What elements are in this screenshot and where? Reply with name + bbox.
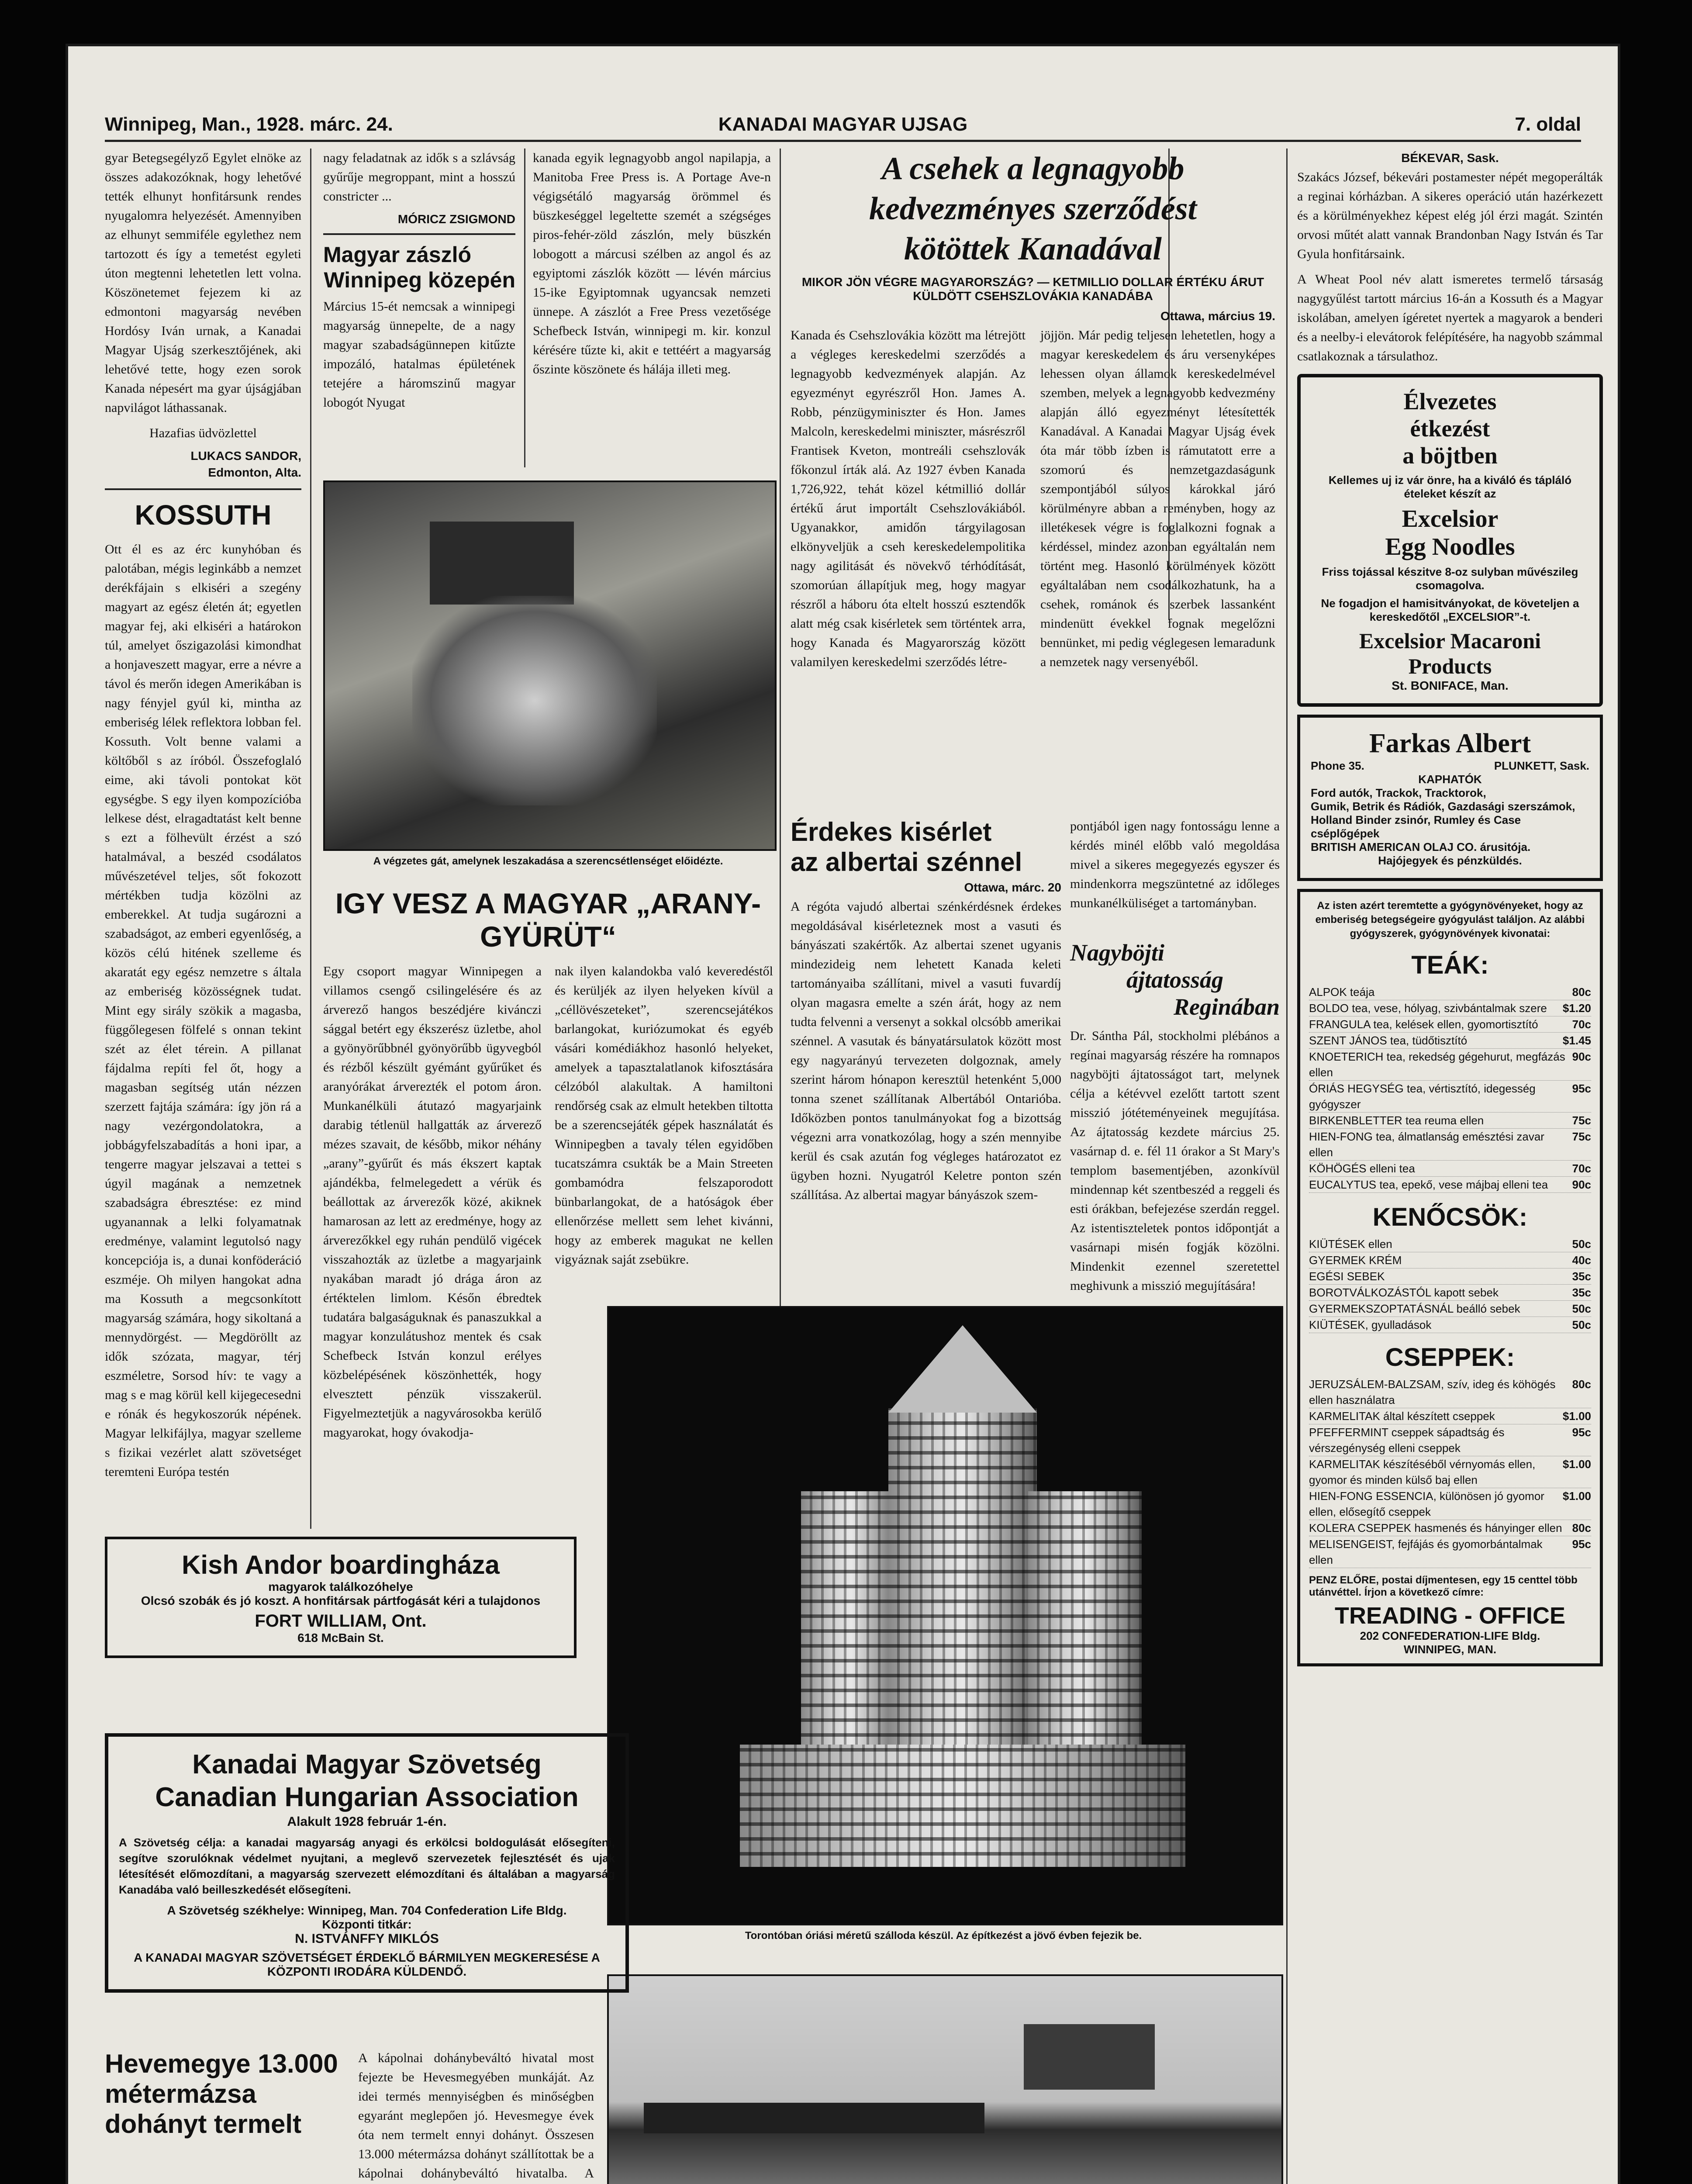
dam-photo <box>323 480 777 851</box>
excelsior-subtitle: Kellemes uj iz vár önre, ha a kiváló és tápláló ételeket készít az <box>1328 473 1572 500</box>
kiserlet-headline-2: az albertai szénnel <box>791 847 1022 877</box>
cseppek-item <box>1309 1424 1591 1456</box>
cseppek-item-name: KARMELITAK készítéséből vérnyomás ellen, gyomor és minden külső baj ellen <box>1309 1458 1536 1486</box>
excelsior-title-2: étkezést <box>1410 415 1490 442</box>
kiserlet-continued <box>1070 817 1280 922</box>
excelsior-title-1: Élvezetes <box>1403 388 1497 415</box>
excelsior-company-1: Excelsior Macaroni <box>1359 629 1541 653</box>
office-city: WINNIPEG, MAN. <box>1403 1643 1497 1656</box>
teak-item-name: SZENT JÁNOS tea, tüdőtisztító <box>1309 1034 1468 1047</box>
teak-item-name: BOLDO tea, vese, hólyag, szivbántalmak szere <box>1309 1002 1547 1015</box>
cseppek-item-name: PFEFFERMINT cseppek sápadtság és vérszegénység elleni cseppek <box>1309 1426 1505 1455</box>
kish-ad-description: Olcsó szobák és jó koszt. A honfitársak pártfogását kéri a tulajdonos <box>141 1594 541 1607</box>
cseppek-item-price: 80c <box>1572 1378 1591 1391</box>
csehek-text-column-b: jöjjön. Már pedig teljesen lehetetlen, hogy a magyar kereskedelem és áru versenyképes lehessen olyan államok kereskedelmével szemben, melyek a legnagyobb kedvezmény alapján álló egyezményt létesítették Kanadával. A Kanadai Magyar Ujság évek óta már több ízben is rámutatott erre a szomorú és nemzetgazdaságunk szempontjából súlyos károkkal járó körülményre abban a reményben, hogy az illetékesek végre is foglalkozni fognak a kérdéssel, mindez azonban egyáltalán nem történt meg. Hasonló körülmények között egyáltalában nem csodálkozhatunk, ha a csehek, románok és szerbek lassanként mindenütt évekkel fognak megelőzni bennünket, mi pedig véglegesen lemaradunk a nemzetek nagy versenyéből. <box>1040 328 1275 669</box>
teak-item-name: HIEN-FONG tea, álmatlanság emésztési zavar ellen <box>1309 1130 1544 1159</box>
teak-item-price: 95c <box>1572 1082 1591 1095</box>
association-secretary: N. ISTVÁNFFY MIKLÓS <box>295 1932 439 1946</box>
right-column <box>1297 149 1603 2184</box>
teak-item <box>1309 984 1591 1000</box>
arany-headline-2: GYÜRÜT“ <box>480 920 616 953</box>
thanks-greeting: Hazafias üdvözlettel <box>149 426 257 440</box>
dohany-article <box>105 2049 594 2184</box>
bekevar-heading: BÉKEVAR, Sask. <box>1401 151 1499 165</box>
moricz-article-end: nagy feladatnak az idők s a szlávság gyűrűje megroppant, mint a hosszú constricter ... <box>323 151 515 204</box>
order-note: PENZ ELŐRE, postai díjmentesen, egy 15 centtel több utánvéttel. Írjon a következő címre: <box>1309 1574 1578 1598</box>
teak-item <box>1309 1129 1591 1161</box>
dohany-headline-2: métermázsa <box>105 2079 256 2108</box>
hotel-photo-block <box>607 1306 1280 1957</box>
kenocsok-item <box>1309 1236 1591 1252</box>
excelsior-brand-2: Egg Noodles <box>1385 533 1515 560</box>
teak-item <box>1309 1049 1591 1081</box>
teak-item-name: BIRKENBLETTER tea reuma ellen <box>1309 1114 1484 1127</box>
teak-item <box>1309 1081 1591 1113</box>
harbor-shoreline-image <box>644 2103 984 2133</box>
teak-item-name: ÓRIÁS HEGYSÉG tea, vértisztító, idegesség gyógyszer <box>1309 1082 1536 1111</box>
thanks-signature: LUKACS SANDOR, <box>190 449 301 463</box>
excelsior-brand-1: Excelsior <box>1402 505 1499 532</box>
office-title: TREADING - OFFICE <box>1335 1603 1565 1629</box>
kenocsok-item-name: KIÜTÉSEK, gyulladások <box>1309 1318 1432 1331</box>
cseppek-item-name: MELISENGEIST, fejfájás és gyomorbántalmak ellen <box>1309 1538 1543 1566</box>
farkas-city: PLUNKETT, Sask. <box>1494 759 1589 772</box>
teak-item-name: EUCALYTUS tea, epekő, vese májbaj elleni tea <box>1309 1178 1548 1191</box>
kenocsok-item <box>1309 1268 1591 1285</box>
teak-item-price: 75c <box>1572 1114 1591 1127</box>
cseppek-item-price: 80c <box>1572 1521 1591 1534</box>
column-rule <box>310 149 311 1529</box>
harbor-photo <box>607 1974 1283 2184</box>
masthead-page-number: 7. oldal <box>1515 114 1581 135</box>
masthead-date: Winnipeg, Man., 1928. márc. 24. <box>105 114 393 135</box>
hotel-roof-image <box>888 1325 1037 1413</box>
dohany-article-text: A kápolnai dohánybeváltó hivatal most fejezte be Hevesmegyében munkáját. Az idei termés mennyiségben és minőségben egyaránt meglepően jó. Hevesmegye évek óta nem termelt ennyi dohányt. Összesen 13.000 métermázsa dohányt szállítottak be a kápolnai dohánybeváltó hivatalba. A <box>358 2051 594 2181</box>
kenocsok-item-name: KIÜTÉSEK ellen <box>1309 1237 1392 1251</box>
kenocsok-item-name: EGÉSI SEBEK <box>1309 1270 1385 1283</box>
teak-item <box>1309 1113 1591 1129</box>
kiserlet-dateline: Ottawa, márc. 20 <box>964 881 1061 894</box>
teak-item-name: KNOETERICH tea, rekedség gégehurut, megfázás ellen <box>1309 1050 1565 1079</box>
csehek-headline-3: kötöttek Kanadával <box>904 231 1162 267</box>
harbor-photo-block <box>607 1974 1280 2184</box>
csehek-headline-1: A csehek a legnagyobb <box>881 151 1184 187</box>
dam-photo-caption: A végzetes gát, amelynek leszakadása a szerencsétlenséget előidézte. <box>373 855 723 867</box>
kenocsok-item-price: 40c <box>1572 1254 1591 1267</box>
column-rule <box>1286 149 1288 2184</box>
kiserlet-headline-1: Érdekes kisérlet <box>791 817 992 847</box>
association-ad <box>105 1733 629 1993</box>
teak-item <box>1309 1016 1591 1033</box>
csehek-headline-2: kedvezményes szerződést <box>869 191 1197 227</box>
teak-item-price: $1.45 <box>1562 1034 1591 1047</box>
csehek-dateline: Ottawa, március 19. <box>1160 309 1275 323</box>
dohany-headline-3: dohányt termelt <box>105 2109 302 2139</box>
excelsior-warning: Ne fogadjon el hamisitványokat, de követeljen a kereskedőtől „EXCELSIOR”-t. <box>1321 597 1579 623</box>
teak-item-name: ALPOK teája <box>1309 985 1375 999</box>
column-1 <box>105 149 301 1533</box>
kenocsok-list <box>1309 1236 1591 1333</box>
association-seat: A Szövetség székhelye: Winnipeg, Man. 704 Confederation Life Bldg. <box>167 1904 567 1917</box>
kossuth-article-text: Ott él es az érc kunyhóban és palotában, mégis leginkább a nemzet derékfájain s elkiséri a szegény magyart az egész életén át; egyetlen magyar fej, aki elkiséri a határokon túl, amelyet őszigazolási kimondhat a honjaveszett magyar, erre a névre a távol és merőn idegen Amerikában is nagy fényjel gyúl ki, mintha az emberiség lélek reflektora lobban fel. Kossuth. Volt benne valami a költőből s az íróból. Összefoglaló eime, aki távoli pontokat köt egységbe. S egy ilyen kompozícióba lelkese dést, elragadtatást kelt benne s ezt a fölhevült érzést a szó hatalmával, a beszéd csodálatos művészetével teljes, sőt fokozott mértékben tudja közölni az emberekkel. At tudja sugározni a szabadságot, az emberi egyenlőség, a közös célú hitének szelleme és akaratát egy egész nemzetre s általa az emberiség közösségnek tudat. Mint egy sirály szökik a magasba, függőlegesen fölfelé s onnan tekint szét az élet térein. A pillanat fájdalma repíti fel őt, hogy a magasban segítség után nézzen szerzett fajtája számára: így jön rá a nagy vezérgondolatokra, a jobbágyfelszabadítás a honi ipar, a tengerre magyar jelszavai a tettei s úgyil magának a nemzetnek szabadságra ébresztése: ez mind ugyanannak a lelki folyamatnak eredménye, valamint legutolsó nagy koncepciója is, a dunai konföderáció eszméje. Oh milyen hangokat adna ma Kossuth a megcsonkított magyarság számára, hogy sikoltaná a mennydörgést. — Megdöröllt az idők szózata, magyar, térj eszméletre, Sorsod hív: te vagy a mag s e mag körül kell kijegecesedni e rónák és hegykoszorúk népének. Magyar lelkifájlya, magyar szelleme s fizikai vezérlet alatt szövetséget teremteni Európa testén <box>105 542 301 1479</box>
farkas-line-4: Hajójegyek és pénzküldés. <box>1378 854 1522 867</box>
farkas-line-3: BRITISH AMERICAN OLAJ CO. árusitója. <box>1311 840 1531 854</box>
farkas-phone: Phone 35. <box>1311 759 1364 772</box>
association-goal: A Szövetség célja: a kanadai magyarság anyagi és erkölcsi boldogulását elősegíteni, segítve szorulóknak védelmet nyujtani, a meglevő szervezetek fejlesztését és ujak létesítését előmozdítani, a magyarság szervezett elémozdítani és általában a magyarság Kanadába való beilleszkedését elősegíteni. <box>119 1836 615 1896</box>
kenocsok-item <box>1309 1301 1591 1317</box>
farkas-line-2: Gumik, Betrik és Rádiók, Gazdasági szerszámok, Holland Binder zsinór, Rumley és Case cséplőgépek <box>1311 800 1575 840</box>
hotel-photo-caption: Torontóban óriási méretű szálloda készül. Az építkezést a jövő évben fejezik be. <box>745 1930 1142 1942</box>
teak-item <box>1309 1000 1591 1016</box>
dam-structure-image <box>430 522 574 605</box>
teak-item-price: 90c <box>1572 1178 1591 1191</box>
association-note: A KANADAI MAGYAR SZÖVETSÉGET ÉRDEKLŐ BÁRMILYEN MEGKERESÉSE A KÖZPONTI IRODÁRA KÜLDENDŐ. <box>134 1951 600 1978</box>
kiserlet-article <box>791 817 1061 1332</box>
cseppek-item <box>1309 1408 1591 1424</box>
cseppek-item-price: 95c <box>1572 1426 1591 1439</box>
rushing-water-image <box>412 596 657 805</box>
kenocsok-item-price: 50c <box>1572 1237 1591 1251</box>
teak-item-name: FRANGULA tea, kelések ellen, gyomortisztító <box>1309 1018 1538 1031</box>
association-secretary-label: Központi titkár: <box>322 1918 412 1931</box>
zaszlo-article-text: Március 15-ét nemcsak a winnipegi magyarság ünnepelte, de a nagy magyar szabadságünnepen kitűzte impozáló, hatalmas épületének tetejére a háromszinű magyar lobogót Nyugat <box>323 299 515 410</box>
cseppek-item-price: $1.00 <box>1562 1489 1591 1503</box>
kenocsok-item-name: BOROTVÁLKOZÁSTÓL kapott sebek <box>1309 1286 1499 1299</box>
teak-item-price: 80c <box>1572 985 1591 999</box>
column-2-top <box>323 149 515 463</box>
nagyboijti-headline-3: Reginában <box>1173 994 1280 1020</box>
kossuth-headline: KOSSUTH <box>135 499 272 531</box>
farkas-kaphatok: KAPHATÓK <box>1418 773 1482 786</box>
cseppek-item-price: $1.00 <box>1562 1458 1591 1471</box>
cseppek-item <box>1309 1456 1591 1488</box>
kenocsok-item-price: 35c <box>1572 1286 1591 1299</box>
wheat-pool-text: A Wheat Pool név alatt ismeretes termelő társaság nagygyűlést tartott március 16-án a Kossuth és a Magyar iskolában, amelyen ígéretet nyertek a magyarok a benderi és a neelby-i elevátorok felépítésére, ha nagyobb számmal csatlakoznak a társulathoz. <box>1297 272 1603 363</box>
kenocsok-heading: KENŐCSÖK: <box>1372 1203 1528 1231</box>
zaszlo-article-continued: kanada egyik legnagyobb angol napilapja, a Manitoba Free Press is. A Portage Ave-n végigsétáló magyarság örömmel és büszkeséggel legeltette szemét a szégséges piros-fehér-zöld zászlón, mely büszkén lobogott a márcusi szélben az angol és az egyiptomi zászlók között — lévén március 15-ike Egyiptomnak ugyancsak nemzeti ünnepe. A zászlót a Free Press vezetősége Schefbeck István, winnipegi m. kir. konzul kérésére tűzte ki, akit e tettéért a magyarság őszinte köszönete és hálája illeti meg. <box>533 151 771 377</box>
kish-ad-title: Kish Andor boardingháza <box>182 1550 500 1579</box>
kenocsok-item <box>1309 1252 1591 1268</box>
nagyboijti-article-text: Dr. Sántha Pál, stockholmi plébános a regínai magyarság részére ha romnapos nagyböjti ájtatosságot tart, melynek célja a kétévvel ezelőtt tartott szent misszió jótéteményeinek megujítása. Az ájtatosság kezdete március 25. vasárnap d. e. fél 11 órakor a St Mary's templom basementjében, azonkívül mindennap két szentbeszéd a reggeli és esti órákban, befejezése szerdán reggel. Az istentiszteletek pontos időpontját a vasárnapi misén fogják közölni. Mindenkit ezennel szeretettel meghivunk a misszió megujítására! <box>1070 1029 1280 1293</box>
farkas-line-1: Ford autók, Trackok, Tracktorok, <box>1311 786 1486 799</box>
kiserlet-article-text-continued: pontjából igen nagy fontosságu lenne a kérdés minél előbb való megoldása mivel a sikeres megegyezés egyszer és mindenkorra megszüntetné az időleges munkanélküliséget a tartományban. <box>1070 819 1280 910</box>
teak-item <box>1309 1177 1591 1193</box>
excelsior-company-2: Products <box>1408 654 1492 678</box>
hotel-base-image <box>740 1745 1185 1867</box>
thanks-signature-place: Edmonton, Alta. <box>208 466 301 479</box>
masthead <box>105 109 1581 142</box>
kenocsok-item-name: GYERMEKSZOPTATÁSNÁL beálló sebek <box>1309 1302 1520 1315</box>
cseppek-item <box>1309 1488 1591 1520</box>
cseppek-item <box>1309 1376 1591 1408</box>
nagyboijti-headline-2: ájtatosság <box>1126 967 1224 993</box>
teak-item-price: 70c <box>1572 1018 1591 1031</box>
newspaper-page <box>66 44 1620 2184</box>
teak-item <box>1309 1033 1591 1049</box>
masthead-paper-name: KANADAI MAGYAR UJSAG <box>718 114 968 135</box>
excelsior-ad <box>1297 374 1603 707</box>
teak-item <box>1309 1161 1591 1177</box>
csehek-subheadline: MIKOR JÖN VÉGRE MAGYARORSZÁG? — KETMILLIO DOLLAR ÉRTÉKU ÁRUT KÜLDÖTT CSEHSZLOVÁKIA KANADÁBA <box>801 275 1264 303</box>
kenocsok-item-price: 50c <box>1572 1318 1591 1331</box>
office-address: 202 CONFEDERATION-LIFE Bldg. <box>1360 1629 1540 1642</box>
teak-item-price: 75c <box>1572 1130 1591 1143</box>
cseppek-item-price: $1.00 <box>1562 1410 1591 1423</box>
cseppek-item <box>1309 1520 1591 1536</box>
teak-item-price: 70c <box>1572 1162 1591 1175</box>
excelsior-city: St. BONIFACE, Man. <box>1392 679 1509 692</box>
kenocsok-item <box>1309 1317 1591 1333</box>
column-3-top <box>533 149 771 467</box>
teak-item-price: $1.20 <box>1562 1002 1591 1015</box>
csehek-article <box>791 149 1275 799</box>
cseppek-list <box>1309 1376 1591 1568</box>
kish-ad-city: FORT WILLIAM, Ont. <box>255 1611 427 1631</box>
herbal-intro: Az isten azért teremtette a gyógynövényeket, hogy az emberiség betegségeire gyógyulást találjon. Az alábbi gyógyszerek, gyógynövények kivonatai: <box>1315 900 1585 940</box>
cseppek-item-name: JERUZSÁLEM-BALZSAM, szív, ideg és köhögés ellen használatra <box>1309 1378 1556 1406</box>
hotel-photo <box>607 1306 1283 1925</box>
cseppek-item-price: 95c <box>1572 1538 1591 1551</box>
teak-item-name: KÖHÖGÉS elleni tea <box>1309 1162 1415 1175</box>
farkas-ad <box>1297 715 1603 881</box>
kenocsok-item-price: 35c <box>1572 1270 1591 1283</box>
kenocsok-item <box>1309 1285 1591 1301</box>
kish-ad-address: 618 McBain St. <box>297 1631 384 1645</box>
cseppek-item-name: HIEN-FONG ESSENCIA, különösen jó gyomor ellen, elősegítő cseppek <box>1309 1489 1544 1518</box>
kenocsok-item-name: GYERMEK KRÉM <box>1309 1254 1402 1267</box>
arany-headline-1: IGY VESZ A MAGYAR „ARANY- <box>335 887 761 919</box>
herbal-remedies-ad <box>1297 889 1603 1666</box>
kenocsok-item-price: 50c <box>1572 1302 1591 1315</box>
bekevar-text: Szakács József, békevári postamester népét megoperálták a reginai kórházban. A sikeres operáció után hazérkezett és a körülményekhez képest elég jól érzi magát. Szintén orvosi műtét alatt vannak Brandonban Nagy István és Tar Gyula honfitársaink. <box>1297 170 1603 261</box>
thanks-article-text: gyar Betegsegélyző Egylet elnöke az összes adakozóknak, hogy lehetővé tették elhunyt honfitársunk rendes nyugalomra helyezését. Amennyiben az elhunyt semmiféle egylethez nem tartozott és így a temetést egyleti úton megtenni lehetetlen lett volna. Köszönetemet fejezem ki az edmontoni magyarság nevében Hordósy Iván urnak, a Kanadai Magyar Ujság szerkesztőjének, aki lehetővé tette, hogy ezen sorok Kanada népesért ma gyar újságjában napvilágot láthassanak. <box>105 151 301 415</box>
cseppek-item <box>1309 1536 1591 1568</box>
cseppek-item-name: KARMELITAK által készített cseppek <box>1309 1410 1495 1423</box>
cseppek-heading: CSEPPEK: <box>1385 1343 1515 1372</box>
csehek-text-column-a: Kanada és Csehszlovákia között ma létrejött a végleges kereskedelmi szerződés a legnagyobb kedvezmények alapján. Az egyezményt egyrészről Hon. James A. Robb, pénzügyminiszter és Hon. James Malcoln, kereskedelmi miniszter, másrészről Frantisek Kveton, montreáli csehszlovák főkonzul írták alá. Az 1927 évben Kanada 1,726,922, tehát közel kétmillió dollár értékű árut importált Csehszlovákiából. Ugyanakkor, amidőn tárgyilagosan elkönyveljük a cseh kereskedelempolitika nagy agilitását és növekvő térhódítását, szomorúan állapítjuk meg, hogy magyar részről a háboru óta eltelt hosszú esztendők alatt még csak kisérletek sem történtek arra, hogy Kanada és Magyarország között valamilyen kereskedelmi szerződés létre- <box>791 328 1026 669</box>
association-title-en: Canadian Hungarian Association <box>155 1782 579 1812</box>
teak-list <box>1309 984 1591 1193</box>
kiserlet-article-text: A régóta vajudó albertai szénkérdésnek érdekes megoldásával kisérleteznek most a vasuti és bányászati szakértők. Az albertai szenet ugyanis mindezideig nem lehetett Kanada keleti tartományaiba szállítani, mivel a vasuti fuvardíj olyan magasra emelte a szén árát, hogy az nem tudta felvenni a versenyt a sokkal olcsóbb amerikai szénnel. A vasutak és bányatársulatok között most egy nagyarányú tervezeten dolgoznak, amely szerint három hónapon keresztül hetenként 5,000 tonna szenet szállítanak Albertából Ontarióba. Időközben pontos tanulmányokat fog a bizottság végezni arra vonatkozólag, hogy a szén mennyibe kerül és csak azután fog végleges határozatot ez ügyben hozni. Nyugatról Keletre ponton szén szállítása. Az albertai magyar bányászok szem- <box>791 899 1061 1202</box>
excelsior-title-3: a böjtben <box>1402 442 1498 469</box>
dohany-headline-1: Hevemegye 13.000 <box>105 2049 338 2078</box>
harbor-building-image <box>1024 2024 1155 2090</box>
association-title-hu: Kanadai Magyar Szövetség <box>192 1749 542 1780</box>
excelsior-description: Friss tojással készitve 8-oz sulyban művészileg csomagolva. <box>1322 565 1578 592</box>
nagyboijti-article <box>1070 939 1280 1332</box>
moricz-signature: MÓRICZ ZSIGMOND <box>397 212 515 226</box>
association-founded: Alakult 1928 február 1-én. <box>287 1814 447 1829</box>
zaszlo-headline-1: Magyar zászló <box>323 242 472 267</box>
column-rule <box>524 149 525 467</box>
zaszlo-headline-2: Winnipeg közepén <box>324 268 515 292</box>
teak-item-price: 90c <box>1572 1050 1591 1063</box>
dam-photo-block <box>323 480 773 874</box>
cseppek-item-name: KOLERA CSEPPEK hasmenés és hányinger ellen <box>1309 1521 1562 1534</box>
arany-text-column-a: Egy csoport magyar Winnipegen a villamos csengő csilingelésére és az árverező hangos beszédjére kivánczi sággal betért egy ékszerész üzletbe, ahol a gyönyörűbbnél gyönyörűbb ügyvegból és rézből készült gyémánt gyűrűket és aranyórákat árverezték el potom áron. Munkanélküli átutazó magyarjaink darabig tétlenül hallgatták az árverező mézes szavait, de később, mikor néhány „arany”-gyűrűt és más ékszert kaptak ajándékba, felmelegedett a vérük és beállottak az árverezők közé, akiknek hamarosan az lett az eredménye, hogy az árverezőkkel egy ruhán pendülő vigécek visszahozták az üzletbe a magyarjaink nyakában maradt jó drága áron az értéktelen limlom. Későn ébredtek tudatára balgaságuknak és panaszukkal a magyar konzulátushoz mentek és csak Schefbeck István konzul erélyes közbelépésének köszönhették, hogy elvesztett pénzük visszakerül. Figyelmeztetjük a nagyvárosokba kerülő magyarokat, hogy óvakodja- <box>323 964 542 1440</box>
kish-andor-ad <box>105 1537 577 1658</box>
arany-text-column-b: nak ilyen kalandokba való keveredéstől és kerüljék az ilyen helyeken kívül a „céllövészeteket”, szerencsejátékos barlangokat, kuriózumokat és egyéb vásári komédiákhoz hasonló helyeket, amelyek a tapasztalatlanok kifosztására célzóból alakultak. A hamiltoni rendőrség csak az elmult hetekben tiltotta be a szerencsejáték gépek használatát és Winnipegben a tavaly télen egyidőben tucatszámra csukták be a Main Streeten gombamódra felszaporodott bünbarlangokat, de a hatóságok éber ellenőrzése mellett sem lehet kivánni, hogy az emberek magukat ne kellen vigyáznak saját zsebükre. <box>555 964 773 1267</box>
nagyboijti-headline-1: Nagyböjti <box>1070 940 1164 966</box>
teak-heading: TEÁK: <box>1411 951 1489 979</box>
kish-ad-subtitle: magyarok találkozóhelye <box>268 1580 413 1593</box>
farkas-name: Farkas Albert <box>1369 729 1531 758</box>
